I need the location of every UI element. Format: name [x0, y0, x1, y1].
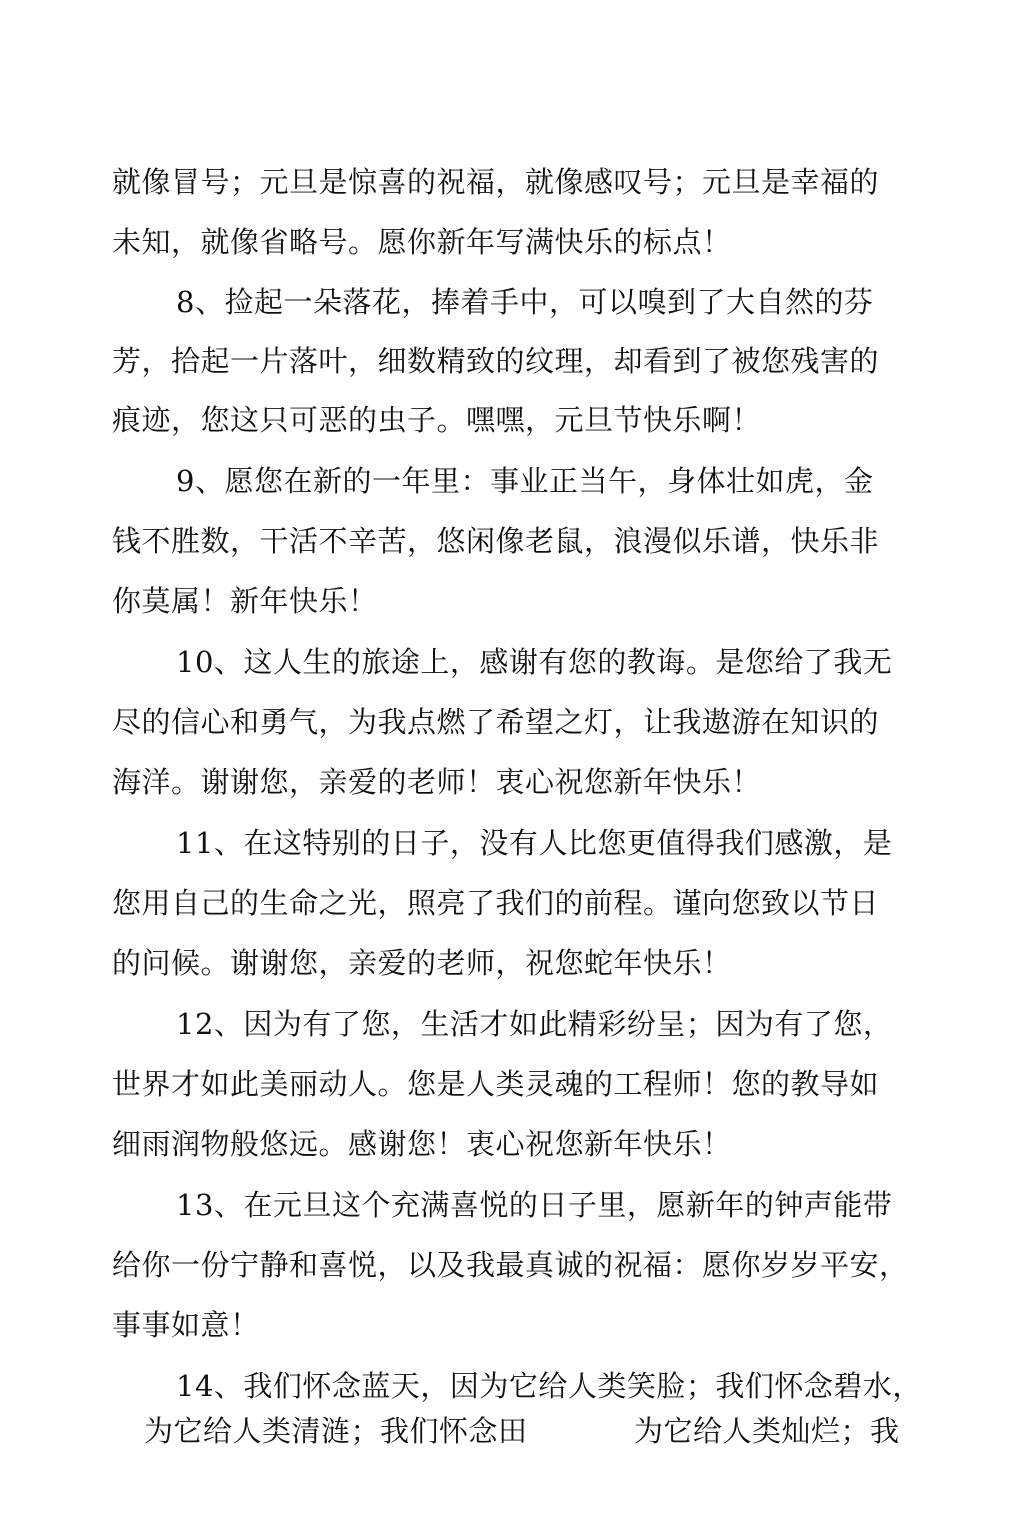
text-line: 9、愿您在新的一年里：事业正当午，身体壮如虎，金 — [176, 464, 874, 498]
text-line: 12、因为有了您，生活才如此精彩纷呈；因为有了您， — [176, 1007, 893, 1041]
text-line: 痕迹，您这只可恶的虫子。嘿嘿，元旦节快乐啊！ — [112, 403, 762, 437]
text-line-fragment: 为它给人类灿烂；我 — [634, 1414, 900, 1448]
text-line: 尽的信心和勇气，为我点燃了希望之灯，让我遨游在知识的 — [112, 705, 880, 739]
text-line: 海洋。谢谢您，亲爱的老师！衷心祝您新年快乐！ — [112, 765, 762, 799]
text-line: 事事如意！ — [112, 1308, 260, 1342]
text-line: 未知，就像省略号。愿你新年写满快乐的标点！ — [112, 225, 732, 259]
text-line: 10、这人生的旅途上，感谢有您的教诲。是您给了我无 — [176, 645, 893, 679]
text-line: 给你一份宁静和喜悦，以及我最真诚的祝福：愿你岁岁平安， — [112, 1248, 909, 1282]
text-line: 你莫属！新年快乐！ — [112, 584, 378, 618]
text-line-fragment: 为它给人类清涟；我们怀念田 — [144, 1414, 528, 1448]
text-line: 的问候。谢谢您，亲爱的老师，祝您蛇年快乐！ — [112, 946, 732, 980]
text-line: 13、在元旦这个充满喜悦的日子里，愿新年的钟声能带 — [176, 1188, 893, 1222]
text-line: 细雨润物般悠远。感谢您！衷心祝您新年快乐！ — [112, 1127, 732, 1161]
text-line: 8、捡起一朵落花，捧着手中，可以嗅到了大自然的芬 — [176, 285, 874, 319]
text-line: 钱不胜数，干活不辛苦，悠闲像老鼠，浪漫似乐谱，快乐非 — [112, 524, 880, 558]
text-line: 11、在这特别的日子，没有人比您更值得我们感激，是 — [176, 826, 893, 860]
text-line: 您用自己的生命之光，照亮了我们的前程。谨向您致以节日 — [112, 886, 880, 920]
text-line: 芳，拾起一片落叶，细数精致的纹理，却看到了被您残害的 — [112, 344, 880, 378]
text-line: 14、我们怀念蓝天，因为它给人类笑脸；我们怀念碧水， — [176, 1369, 922, 1403]
text-line: 世界才如此美丽动人。您是人类灵魂的工程师！您的教导如 — [112, 1067, 880, 1101]
text-line: 就像冒号；元旦是惊喜的祝福，就像感叹号；元旦是幸福的 — [112, 165, 880, 199]
